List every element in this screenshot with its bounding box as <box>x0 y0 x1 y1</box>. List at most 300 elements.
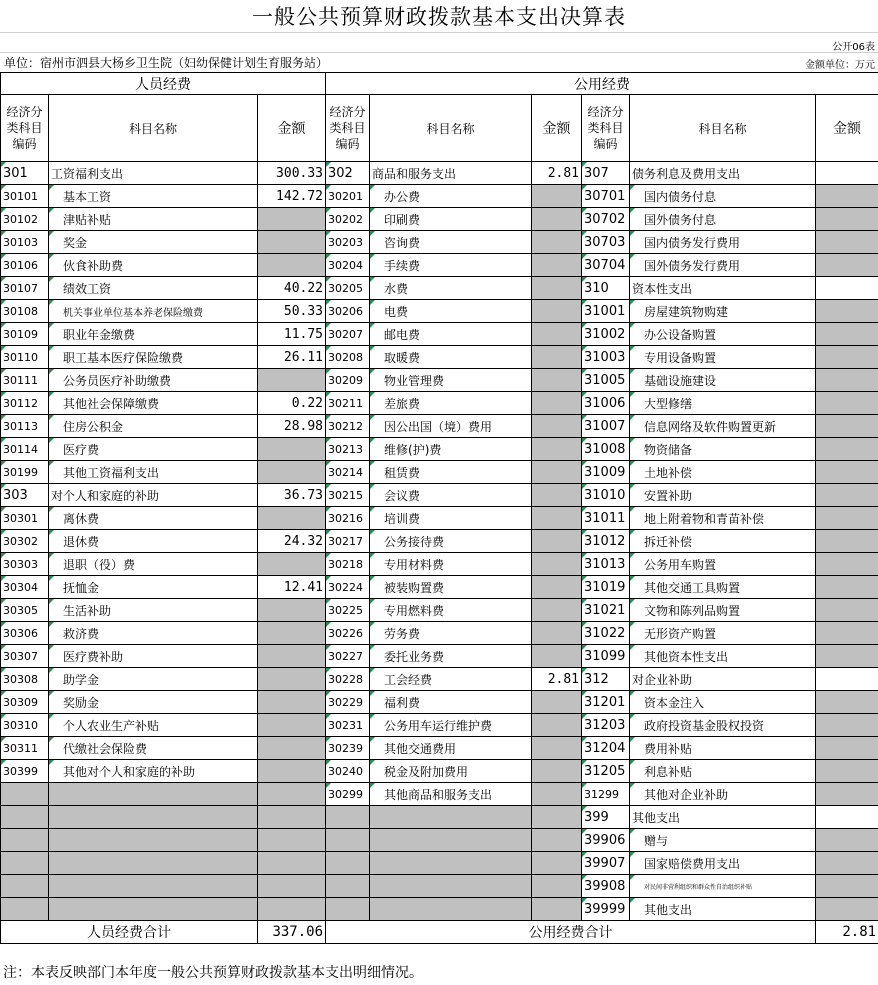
econ-code-cell: 39999 <box>582 898 630 921</box>
amount-cell <box>532 553 582 576</box>
econ-code-cell <box>1 875 49 898</box>
amount-cell <box>532 829 582 852</box>
subject-name-cell: 赠与 <box>630 829 816 852</box>
subject-name-cell: 费用补贴 <box>630 737 816 760</box>
amount-cell <box>532 277 582 300</box>
subject-name-cell <box>370 898 532 921</box>
econ-code-cell: 30308 <box>1 668 49 691</box>
subject-name-cell: 税金及附加费用 <box>370 760 532 783</box>
econ-code-cell: 31003 <box>582 346 630 369</box>
table-row <box>1 208 878 231</box>
econ-code-cell <box>1 829 49 852</box>
amount-cell: 300.33 <box>258 162 326 185</box>
subject-name-cell: 对个人和家庭的补助 <box>49 484 258 507</box>
amount-cell <box>258 369 326 392</box>
subject-name-cell: 咨询费 <box>370 231 532 254</box>
amount-cell <box>816 875 878 898</box>
amount-cell <box>532 806 582 829</box>
subject-name-cell: 退休费 <box>49 530 258 553</box>
subject-name-cell: 对民间非营利组织和群众性自治组织补贴 <box>630 875 816 898</box>
amount-cell <box>816 162 878 185</box>
subject-name-cell: 地上附着物和青苗补偿 <box>630 507 816 530</box>
table-row <box>1 691 878 714</box>
amount-cell: 28.98 <box>258 415 326 438</box>
subject-name-cell: 其他交通工具购置 <box>630 576 816 599</box>
econ-code-cell: 31019 <box>582 576 630 599</box>
subject-name-cell: 政府投资基金股权投资 <box>630 714 816 737</box>
amount-cell <box>816 530 878 553</box>
econ-code-cell: 30209 <box>326 369 370 392</box>
econ-code-cell: 30225 <box>326 599 370 622</box>
econ-code-cell <box>1 806 49 829</box>
table-row <box>1 783 878 806</box>
econ-code-cell: 30207 <box>326 323 370 346</box>
econ-code-cell: 31022 <box>582 622 630 645</box>
econ-code-cell: 30208 <box>326 346 370 369</box>
subject-name-cell: 代缴社会保险费 <box>49 737 258 760</box>
econ-code-cell: 30213 <box>326 438 370 461</box>
subject-name-cell: 印刷费 <box>370 208 532 231</box>
subject-name-cell: 奖励金 <box>49 691 258 714</box>
amount-cell: 0.22 <box>258 392 326 415</box>
amount-header: 金额 <box>532 95 582 162</box>
subject-name-cell: 培训费 <box>370 507 532 530</box>
subject-name-cell: 房屋建筑物购建 <box>630 300 816 323</box>
subject-name-cell: 公务用车购置 <box>630 553 816 576</box>
subject-name-cell: 办公设备购置 <box>630 323 816 346</box>
econ-code-cell: 30109 <box>1 323 49 346</box>
personnel-header: 人员经费 <box>1 73 326 95</box>
subject-name-cell: 抚恤金 <box>49 576 258 599</box>
econ-code-cell: 31007 <box>582 415 630 438</box>
amount-cell <box>532 231 582 254</box>
amount-cell <box>532 530 582 553</box>
amount-cell <box>258 622 326 645</box>
econ-code-cell: 30101 <box>1 185 49 208</box>
amount-cell <box>258 231 326 254</box>
subject-name-cell: 专用材料费 <box>370 553 532 576</box>
amount-cell <box>816 323 878 346</box>
amount-cell <box>258 553 326 576</box>
subject-name-cell <box>49 829 258 852</box>
subject-name-cell <box>370 829 532 852</box>
subject-name-header: 科目名称 <box>630 95 816 162</box>
table-row <box>1 898 878 921</box>
amount-cell <box>816 507 878 530</box>
econ-code-cell: 30303 <box>1 553 49 576</box>
econ-code-cell <box>1 783 49 806</box>
amount-cell <box>532 760 582 783</box>
amount-cell <box>816 254 878 277</box>
econ-code-cell: 31201 <box>582 691 630 714</box>
econ-code-cell: 30231 <box>326 714 370 737</box>
personnel-total-amount: 337.06 <box>258 921 326 944</box>
subject-name-cell: 国内债务付息 <box>630 185 816 208</box>
amount-cell: 24.32 <box>258 530 326 553</box>
table-row <box>1 553 878 576</box>
table-row <box>1 829 878 852</box>
amount-cell <box>816 415 878 438</box>
table-row <box>1 760 878 783</box>
econ-code-cell: 30299 <box>326 783 370 806</box>
econ-code-cell: 30114 <box>1 438 49 461</box>
table-row <box>1 254 878 277</box>
econ-code-cell: 30214 <box>326 461 370 484</box>
subject-name-cell: 无形资产购置 <box>630 622 816 645</box>
econ-code-cell: 312 <box>582 668 630 691</box>
subject-name-cell: 对企业补助 <box>630 668 816 691</box>
econ-code-cell: 30205 <box>326 277 370 300</box>
econ-code-cell: 30107 <box>1 277 49 300</box>
subject-name-cell: 退职（役）费 <box>49 553 258 576</box>
econ-code-cell: 31011 <box>582 507 630 530</box>
amount-cell <box>816 599 878 622</box>
econ-code-cell: 30106 <box>1 254 49 277</box>
totals-row <box>1 921 878 944</box>
econ-code-cell: 30216 <box>326 507 370 530</box>
subject-name-cell: 职工基本医疗保险缴费 <box>49 346 258 369</box>
subject-name-cell: 物资储备 <box>630 438 816 461</box>
table-row <box>1 806 878 829</box>
table-row <box>1 599 878 622</box>
econ-code-cell: 30307 <box>1 645 49 668</box>
amount-cell <box>258 461 326 484</box>
subject-name-cell: 邮电费 <box>370 323 532 346</box>
amount-cell: 12.41 <box>258 576 326 599</box>
amount-cell <box>258 668 326 691</box>
subject-name-cell <box>370 875 532 898</box>
amount-cell <box>532 714 582 737</box>
subject-name-cell: 被装购置费 <box>370 576 532 599</box>
amount-cell <box>258 898 326 921</box>
footnote: 注：本表反映部门本年度一般公共预算财政拨款基本支出明细情况。 <box>3 965 423 981</box>
amount-cell <box>258 760 326 783</box>
subject-name-cell: 大型修缮 <box>630 392 816 415</box>
econ-code-cell: 30239 <box>326 737 370 760</box>
econ-code-cell: 30309 <box>1 691 49 714</box>
amount-cell <box>258 875 326 898</box>
table-row <box>1 714 878 737</box>
subject-name-cell: 国内债务发行费用 <box>630 231 816 254</box>
amount-cell <box>258 254 326 277</box>
grid-line <box>0 32 878 33</box>
econ-code-cell: 30112 <box>1 392 49 415</box>
econ-code-cell: 30204 <box>326 254 370 277</box>
subject-name-cell: 个人农业生产补贴 <box>49 714 258 737</box>
econ-code-cell: 30203 <box>326 231 370 254</box>
amount-cell <box>816 208 878 231</box>
amount-cell <box>816 737 878 760</box>
subject-name-cell: 水费 <box>370 277 532 300</box>
econ-code-cell: 30240 <box>326 760 370 783</box>
table-row <box>1 461 878 484</box>
subject-name-cell: 住房公积金 <box>49 415 258 438</box>
econ-code-cell: 302 <box>326 162 370 185</box>
amount-cell <box>258 714 326 737</box>
econ-code-cell: 399 <box>582 806 630 829</box>
grid-line <box>0 52 878 53</box>
econ-code-cell: 31006 <box>582 392 630 415</box>
amount-cell <box>258 599 326 622</box>
subject-name-cell: 专用燃料费 <box>370 599 532 622</box>
subject-name-cell: 其他支出 <box>630 898 816 921</box>
subject-name-cell: 助学金 <box>49 668 258 691</box>
subject-name-cell: 其他交通费用 <box>370 737 532 760</box>
amount-cell <box>816 484 878 507</box>
econ-code-cell: 30202 <box>326 208 370 231</box>
subject-name-cell: 土地补偿 <box>630 461 816 484</box>
subject-name-cell: 手续费 <box>370 254 532 277</box>
econ-code-cell: 30399 <box>1 760 49 783</box>
econ-code-cell: 30306 <box>1 622 49 645</box>
econ-class-header: 经济分类科目编码 <box>1 95 49 162</box>
subject-name-cell: 委托业务费 <box>370 645 532 668</box>
econ-code-cell <box>326 898 370 921</box>
econ-code-cell: 31005 <box>582 369 630 392</box>
subject-name-cell: 其他资本性支出 <box>630 645 816 668</box>
amount-cell <box>532 346 582 369</box>
subject-name-cell: 国外债务付息 <box>630 208 816 231</box>
econ-code-cell: 307 <box>582 162 630 185</box>
econ-code-cell: 31008 <box>582 438 630 461</box>
econ-class-header: 经济分类科目编码 <box>582 95 630 162</box>
econ-code-cell: 31009 <box>582 461 630 484</box>
econ-code-cell: 30110 <box>1 346 49 369</box>
amount-cell <box>816 576 878 599</box>
table-row <box>1 576 878 599</box>
amount-cell <box>532 369 582 392</box>
amount-cell: 36.73 <box>258 484 326 507</box>
subject-name-cell: 文物和陈列品购置 <box>630 599 816 622</box>
amount-cell <box>532 737 582 760</box>
amount-cell <box>532 852 582 875</box>
amount-cell: 2.81 <box>532 668 582 691</box>
amount-cell <box>258 783 326 806</box>
amount-cell <box>532 300 582 323</box>
econ-code-cell: 30211 <box>326 392 370 415</box>
amount-cell <box>532 645 582 668</box>
subject-name-cell: 基本工资 <box>49 185 258 208</box>
personnel-total-label: 人员经费合计 <box>1 921 258 944</box>
amount-cell <box>532 323 582 346</box>
amount-cell <box>816 461 878 484</box>
amount-cell: 26.11 <box>258 346 326 369</box>
table-row <box>1 507 878 530</box>
subject-name-cell: 基础设施建设 <box>630 369 816 392</box>
amount-cell <box>258 645 326 668</box>
amount-cell <box>258 852 326 875</box>
econ-code-cell: 30215 <box>326 484 370 507</box>
amount-cell <box>816 668 878 691</box>
table-row <box>1 346 878 369</box>
subject-name-cell: 福利费 <box>370 691 532 714</box>
econ-code-cell <box>326 829 370 852</box>
econ-code-cell: 30206 <box>326 300 370 323</box>
amount-unit: 金额单位：万元 <box>805 60 875 71</box>
subject-name-cell: 津贴补贴 <box>49 208 258 231</box>
subject-name-cell: 国家赔偿费用支出 <box>630 852 816 875</box>
amount-cell <box>532 691 582 714</box>
amount-cell <box>258 208 326 231</box>
econ-code-cell: 31021 <box>582 599 630 622</box>
subject-name-cell <box>49 783 258 806</box>
amount-cell <box>816 622 878 645</box>
subject-name-cell: 其他商品和服务支出 <box>370 783 532 806</box>
subject-name-cell: 资本性支出 <box>630 277 816 300</box>
amount-cell <box>816 645 878 668</box>
subject-name-cell: 其他对个人和家庭的补助 <box>49 760 258 783</box>
econ-code-cell: 310 <box>582 277 630 300</box>
table-row <box>1 323 878 346</box>
expenditure-table <box>0 72 878 944</box>
subject-name-cell: 劳务费 <box>370 622 532 645</box>
subject-name-cell: 利息补贴 <box>630 760 816 783</box>
subject-name-cell: 工资福利支出 <box>49 162 258 185</box>
amount-cell <box>532 599 582 622</box>
econ-code-cell: 30199 <box>1 461 49 484</box>
table-row <box>1 185 878 208</box>
amount-cell <box>532 576 582 599</box>
econ-code-cell: 30111 <box>1 369 49 392</box>
subject-name-cell <box>370 852 532 875</box>
table-row <box>1 737 878 760</box>
subject-name-cell: 机关事业单位基本养老保险缴费 <box>49 300 258 323</box>
econ-code-cell: 30224 <box>326 576 370 599</box>
subject-name-cell: 其他工资福利支出 <box>49 461 258 484</box>
subject-name-cell: 债务利息及费用支出 <box>630 162 816 185</box>
econ-code-cell: 30228 <box>326 668 370 691</box>
amount-cell <box>816 346 878 369</box>
econ-code-cell: 31001 <box>582 300 630 323</box>
subject-name-cell <box>49 852 258 875</box>
subject-name-cell: 职业年金缴费 <box>49 323 258 346</box>
subject-name-cell: 办公费 <box>370 185 532 208</box>
amount-header: 金额 <box>816 95 878 162</box>
econ-code-cell: 30226 <box>326 622 370 645</box>
amount-cell <box>532 392 582 415</box>
amount-header: 金额 <box>258 95 326 162</box>
subject-name-cell <box>49 898 258 921</box>
amount-cell: 11.75 <box>258 323 326 346</box>
amount-cell <box>816 438 878 461</box>
public-total-amount: 2.81 <box>816 921 878 944</box>
amount-cell <box>258 806 326 829</box>
table-row <box>1 369 878 392</box>
public-total-label: 公用经费合计 <box>326 921 816 944</box>
subject-name-cell: 生活补助 <box>49 599 258 622</box>
subject-name-cell: 取暖费 <box>370 346 532 369</box>
subject-name-cell: 伙食补助费 <box>49 254 258 277</box>
amount-cell <box>258 507 326 530</box>
subject-name-cell <box>49 806 258 829</box>
econ-code-cell: 39907 <box>582 852 630 875</box>
econ-code-cell: 30702 <box>582 208 630 231</box>
econ-code-cell: 39906 <box>582 829 630 852</box>
amount-cell <box>532 254 582 277</box>
subject-name-cell: 其他支出 <box>630 806 816 829</box>
subject-name-cell: 工会经费 <box>370 668 532 691</box>
table-row <box>1 231 878 254</box>
amount-cell <box>532 875 582 898</box>
econ-code-cell: 30229 <box>326 691 370 714</box>
subject-name-cell: 资本金注入 <box>630 691 816 714</box>
econ-code-cell: 30703 <box>582 231 630 254</box>
subject-name-cell: 公务接待费 <box>370 530 532 553</box>
econ-code-cell: 30301 <box>1 507 49 530</box>
form-code: 公开06表 <box>832 42 875 53</box>
amount-cell <box>258 691 326 714</box>
econ-code-cell: 31099 <box>582 645 630 668</box>
amount-cell <box>816 392 878 415</box>
subject-name-cell: 安置补助 <box>630 484 816 507</box>
subject-name-cell <box>49 875 258 898</box>
subject-name-cell: 差旅费 <box>370 392 532 415</box>
amount-cell <box>532 438 582 461</box>
econ-code-cell: 31010 <box>582 484 630 507</box>
econ-code-cell: 30305 <box>1 599 49 622</box>
econ-code-cell: 30701 <box>582 185 630 208</box>
subject-name-cell: 救济费 <box>49 622 258 645</box>
subject-name-cell: 其他对企业补助 <box>630 783 816 806</box>
table-row <box>1 162 878 185</box>
amount-cell <box>532 484 582 507</box>
econ-code-cell <box>326 852 370 875</box>
amount-cell <box>816 806 878 829</box>
subject-name-cell <box>370 806 532 829</box>
econ-code-cell: 30218 <box>326 553 370 576</box>
subject-name-cell: 离休费 <box>49 507 258 530</box>
subject-name-cell: 国外债务发行费用 <box>630 254 816 277</box>
amount-cell <box>816 185 878 208</box>
amount-cell: 2.81 <box>532 162 582 185</box>
econ-code-cell <box>1 898 49 921</box>
econ-code-cell: 30217 <box>326 530 370 553</box>
amount-cell: 142.72 <box>258 185 326 208</box>
econ-code-cell <box>326 806 370 829</box>
subject-name-cell: 专用设备购置 <box>630 346 816 369</box>
amount-cell <box>258 829 326 852</box>
amount-cell <box>532 208 582 231</box>
econ-code-cell: 30302 <box>1 530 49 553</box>
econ-code-cell: 30102 <box>1 208 49 231</box>
econ-code-cell: 30311 <box>1 737 49 760</box>
amount-cell <box>532 898 582 921</box>
amount-cell <box>816 691 878 714</box>
econ-code-cell: 30108 <box>1 300 49 323</box>
subject-name-cell: 拆迁补偿 <box>630 530 816 553</box>
table-row <box>1 622 878 645</box>
table-row <box>1 530 878 553</box>
econ-code-cell: 39908 <box>582 875 630 898</box>
subject-name-cell: 维修(护)费 <box>370 438 532 461</box>
econ-code-cell: 31012 <box>582 530 630 553</box>
table-row <box>1 438 878 461</box>
amount-cell <box>816 829 878 852</box>
table-row <box>1 484 878 507</box>
econ-code-cell: 31299 <box>582 783 630 806</box>
amount-cell: 40.22 <box>258 277 326 300</box>
amount-cell <box>816 852 878 875</box>
amount-cell <box>532 461 582 484</box>
econ-code-cell: 30113 <box>1 415 49 438</box>
econ-code-cell <box>1 852 49 875</box>
table-row <box>1 415 878 438</box>
subject-name-cell: 电费 <box>370 300 532 323</box>
amount-cell <box>816 300 878 323</box>
subject-name-cell: 公务员医疗补助缴费 <box>49 369 258 392</box>
table-row <box>1 392 878 415</box>
econ-code-cell: 30227 <box>326 645 370 668</box>
